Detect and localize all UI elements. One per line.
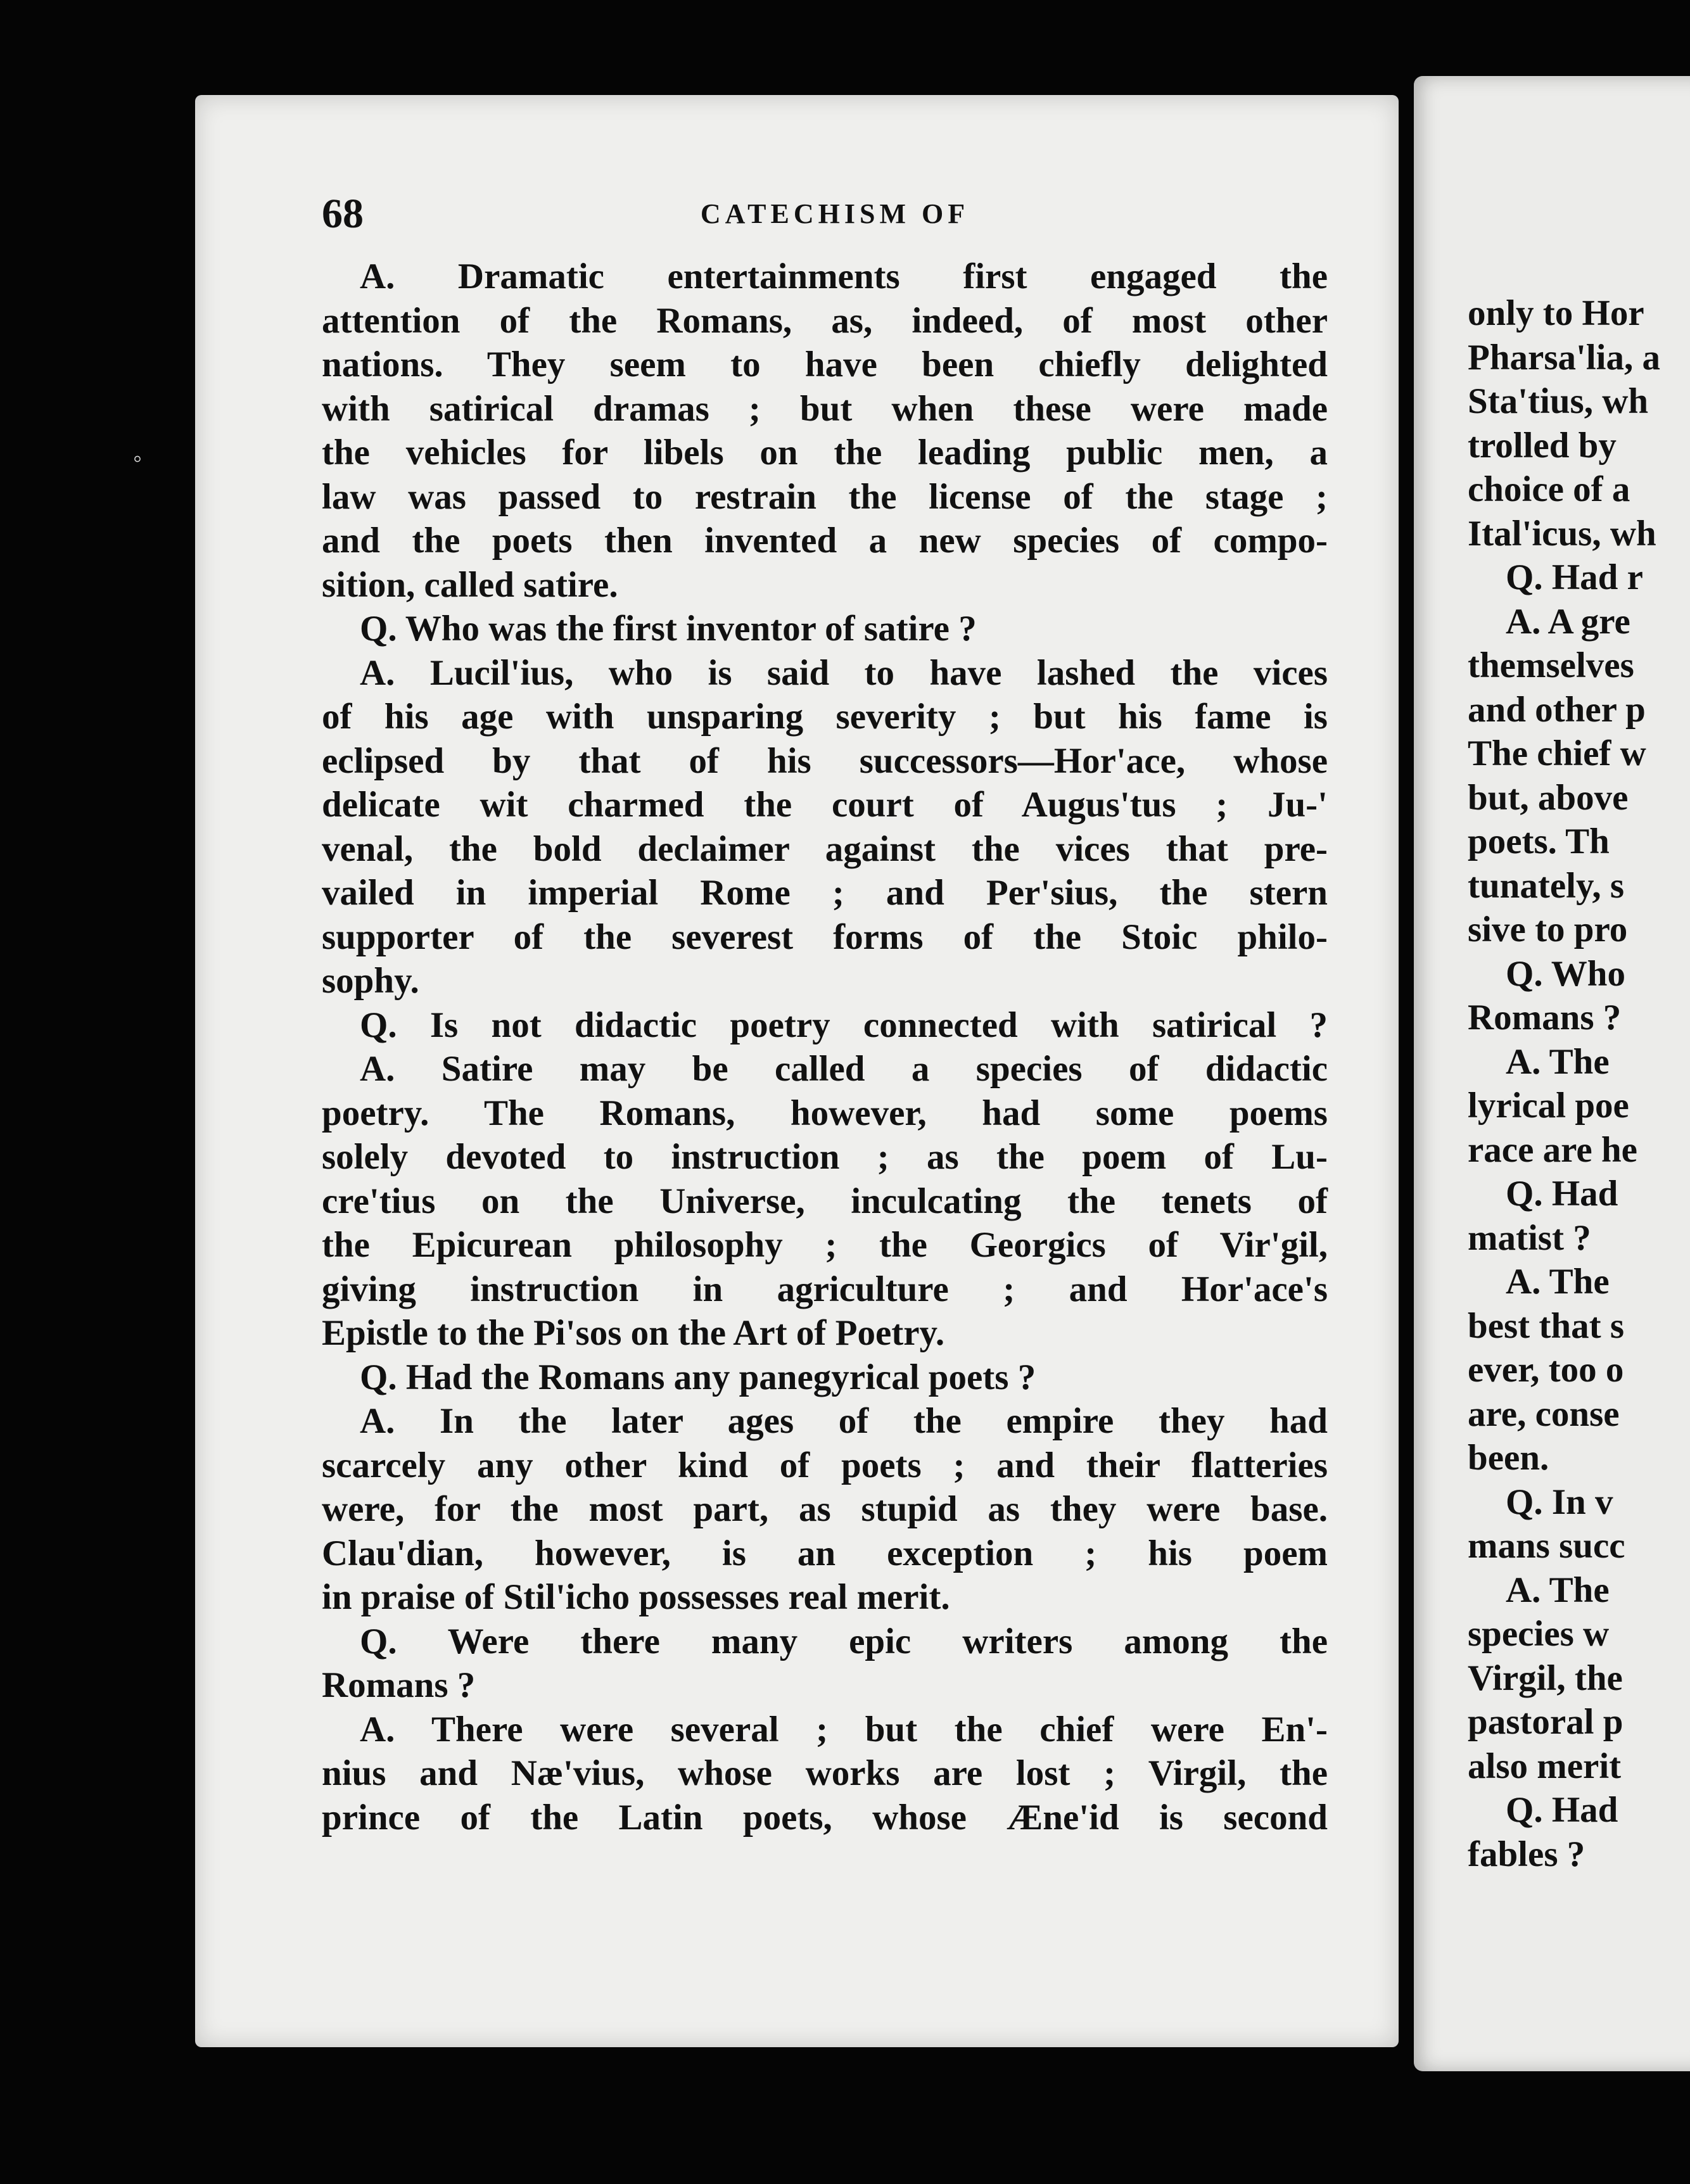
text-line: Q. Who was the first inventor of satire ?: [360, 609, 977, 649]
fragment-line: A. The: [1506, 1041, 1610, 1082]
fragment-line: A. The: [1506, 1262, 1610, 1302]
text-line: in praise of Stil'icho possesses real merit.: [322, 1577, 950, 1617]
fragment-line: only to Hor: [1468, 293, 1644, 333]
text-line: cre'tius on the Universe, inculcating the tenets of: [322, 1181, 1328, 1221]
text-line: prince of the Latin poets, whose Æne'id is second: [322, 1797, 1328, 1838]
text-line: were, for the most part, as stupid as they were base.: [322, 1489, 1328, 1529]
text-line: Q. Were there many epic writers among the: [360, 1621, 1328, 1661]
text-line: A. Dramatic entertainments first engaged the: [360, 257, 1328, 296]
fragment-line: Pharsa'lia, a: [1468, 337, 1661, 378]
text-line: Q. Is not didactic poetry connected with satirical ?: [360, 1005, 1328, 1045]
fragment-line: A. The: [1506, 1570, 1610, 1610]
text-line: attention of the Romans, as, indeed, of most other: [322, 300, 1328, 341]
fragment-line: lyrical poe: [1468, 1086, 1629, 1126]
fragment-line: sive to pro: [1468, 910, 1628, 949]
text-line: nius and Næ'vius, whose works are lost ; Virgil, the: [322, 1753, 1328, 1793]
text-line: and the poets then invented a new species of compo-: [322, 521, 1328, 561]
fragment-line: mans succ: [1468, 1526, 1625, 1566]
text-line: vailed in imperial Rome ; and Per'sius, the stern: [322, 873, 1328, 913]
fragment-line: Q. Had r: [1506, 557, 1643, 597]
fragment-line: are, conse: [1468, 1394, 1620, 1434]
text-line: sition, called satire.: [322, 564, 618, 605]
text-line: solely devoted to instruction ; as the poem of Lu-: [322, 1137, 1328, 1177]
right-page-fragment: [1414, 76, 1690, 2071]
fragment-line: fables ?: [1468, 1834, 1585, 1874]
fragment-line: but, above: [1468, 777, 1629, 818]
text-line: A. In the later ages of the empire they had: [360, 1401, 1328, 1441]
text-line: Clau'dian, however, is an exception ; his poem: [322, 1533, 1328, 1573]
text-line: delicate wit charmed the court of Augus'tus ; Ju-': [322, 785, 1328, 825]
fragment-line: Q. In v: [1506, 1482, 1613, 1522]
text-line: sophy.: [322, 961, 419, 1001]
right-page-text: [1468, 291, 1690, 1876]
left-page: [195, 95, 1399, 2047]
running-head: CATECHISM OF: [700, 198, 970, 229]
text-line: the Epicurean philosophy ; the Georgics of Vir'gil,: [322, 1225, 1328, 1265]
text-line: eclipsed by that of his successors—Hor'ace, whose: [322, 740, 1328, 781]
fragment-line: A. A gre: [1506, 601, 1630, 642]
text-line: nations. They seem to have been chiefly delighted: [322, 345, 1328, 384]
fragment-line: Romans ?: [1468, 998, 1622, 1038]
fragment-line: Q. Had: [1506, 1174, 1618, 1214]
fragment-line: matist ?: [1468, 1217, 1591, 1258]
text-line: with satirical dramas ; but when these were made: [322, 388, 1328, 429]
fragment-line: The chief w: [1468, 733, 1646, 773]
binding-mark: ◦: [133, 444, 143, 473]
fragment-line: been.: [1468, 1438, 1549, 1478]
text-line: A. Satire may be called a species of didactic: [360, 1049, 1328, 1089]
page-number: 68: [322, 191, 364, 237]
fragment-line: themselves: [1468, 645, 1634, 685]
text-line: Q. Had the Romans any panegyrical poets ?: [360, 1357, 1036, 1397]
fragment-line: race are he: [1468, 1129, 1637, 1170]
fragment-line: species w: [1468, 1614, 1610, 1654]
text-line: giving instruction in agriculture ; and Hor'ace's: [322, 1269, 1328, 1309]
text-line: A. There were several ; but the chief were En'-: [360, 1709, 1328, 1749]
text-line: venal, the bold declaimer against the vices that pre-: [322, 829, 1328, 869]
fragment-line: trolled by: [1468, 425, 1617, 466]
fragment-line: best that s: [1468, 1305, 1625, 1346]
fragment-line: Virgil, the: [1468, 1658, 1623, 1698]
fragment-line: pastoral p: [1468, 1702, 1623, 1742]
text-line: poetry. The Romans, however, had some poems: [322, 1093, 1328, 1133]
fragment-line: Ital'icus, wh: [1468, 513, 1656, 554]
text-line: of his age with unsparing severity ; but his fame is: [322, 697, 1328, 737]
text-line: the vehicles for libels on the leading public men, a: [322, 433, 1328, 473]
fragment-line: choice of a: [1468, 469, 1630, 509]
text-line: Romans ?: [322, 1665, 476, 1705]
text-line: law was passed to restrain the license of the stage ;: [322, 476, 1328, 517]
fragment-line: ever, too o: [1468, 1350, 1624, 1390]
text-line: supporter of the severest forms of the Stoic philo-: [322, 917, 1328, 957]
left-page-text: [322, 255, 1328, 1839]
page-header: [322, 190, 1348, 247]
fragment-line: poets. Th: [1468, 822, 1610, 861]
text-line: A. Lucil'ius, who is said to have lashed the vices: [360, 652, 1328, 693]
fragment-line: and other p: [1468, 689, 1646, 730]
fragment-line: Sta'tius, wh: [1468, 381, 1649, 421]
text-line: Epistle to the Pi'sos on the Art of Poetry.: [322, 1313, 945, 1353]
fragment-line: Q. Had: [1506, 1790, 1618, 1830]
fragment-line: also merit: [1468, 1746, 1622, 1786]
fragment-line: tunately, s: [1468, 865, 1625, 906]
fragment-line: Q. Who: [1506, 953, 1626, 994]
text-line: scarcely any other kind of poets ; and their flatteries: [322, 1445, 1328, 1485]
